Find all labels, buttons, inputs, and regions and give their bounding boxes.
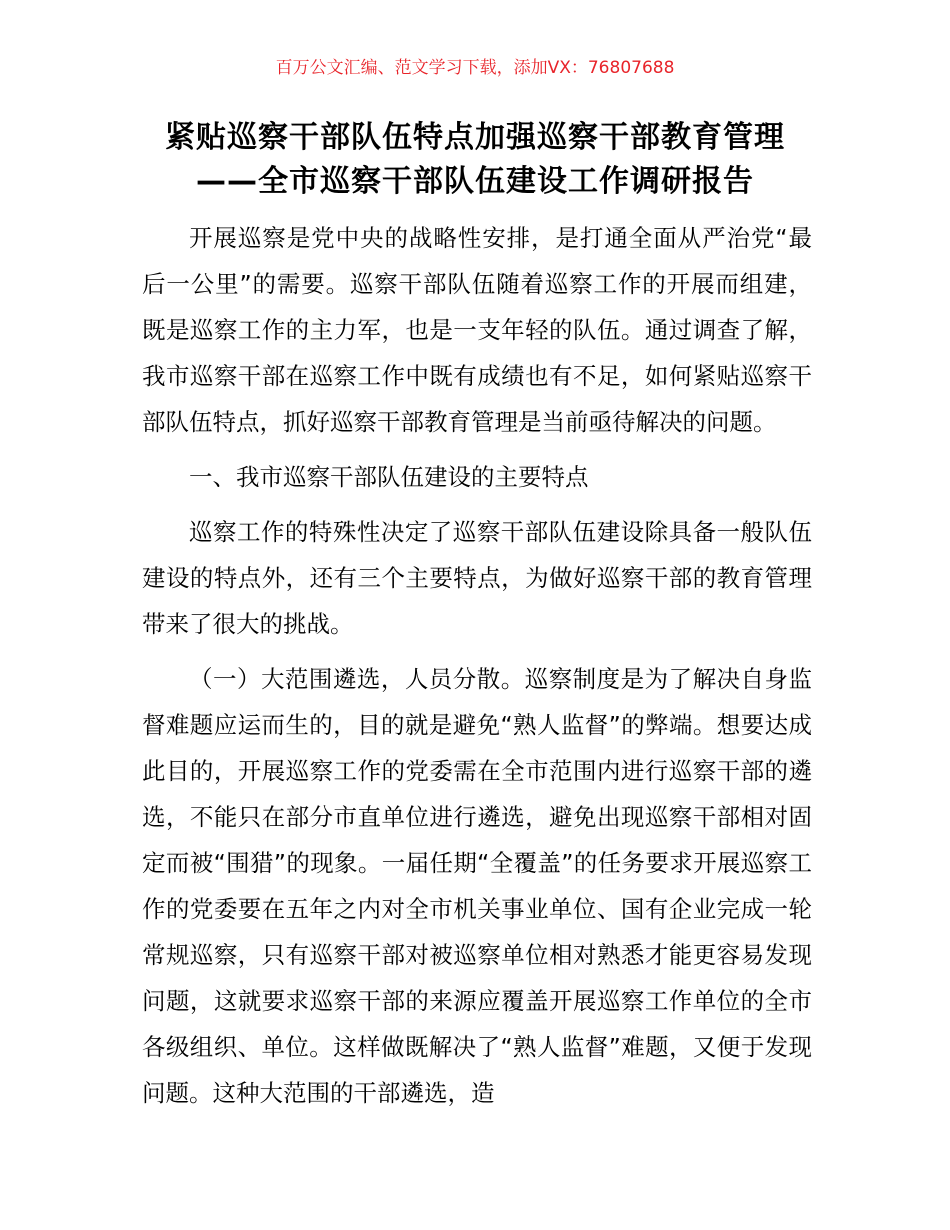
section-paragraph: 巡察工作的特殊性决定了巡察干部队伍建设除具备一般队伍建设的特点外，还有三个主要特点，为做好巡察干部的教育管理带来了很大的挑战。 [142, 518, 812, 638]
document-body [142, 215, 812, 1116]
header-banner: 百万公文汇编、范文学习下载，添加VX：76807688 [275, 58, 675, 78]
intro-paragraph: 开展巡察是党中央的战略性安排，是打通全面从严治党“最后一公里”的需要。巡察干部队伍随着巡察工作的开展而组建，既是巡察工作的主力军，也是一支年轻的队伍。通过调查了解，我市巡察干部在巡察工作中既有成绩也有不足，如何紧贴巡察干部队伍特点，抓好巡察干部教育管理是当前亟待解决的问题。 [142, 224, 812, 436]
document-title: 紧贴巡察干部队伍特点加强巡察干部教育管理 [165, 120, 785, 155]
section-heading: 一、我市巡察干部队伍建设的主要特点 [189, 463, 589, 491]
subsection-paragraph: （一）大范围遴选，人员分散。巡察制度是为了解决自身监督难题应运而生的，目的就是避免“熟人监督”的弊端。想要达成此目的，开展巡察工作的党委需在全市范围内进行巡察干部的遴选，不能只在部分市直单位进行遴选，避免出现巡察干部相对固定而被“围猎”的现象。一届任期“全覆盖”的任务要求开展巡察工作的党委要在五年之内对全市机关事业单位、国有企业完成一轮常规巡察，只有巡察干部对被巡察单位相对熟悉才能更容易发现问题，这就要求巡察干部的来源应覆盖开展巡察工作单位的全市各级组织、单位。这样做既解决了“熟人监督”难题，又便于发现问题。这种大范围的干部遴选，造 [142, 665, 812, 1107]
document-subtitle: ——全市巡察干部队伍建设工作调研报告 [196, 164, 754, 199]
